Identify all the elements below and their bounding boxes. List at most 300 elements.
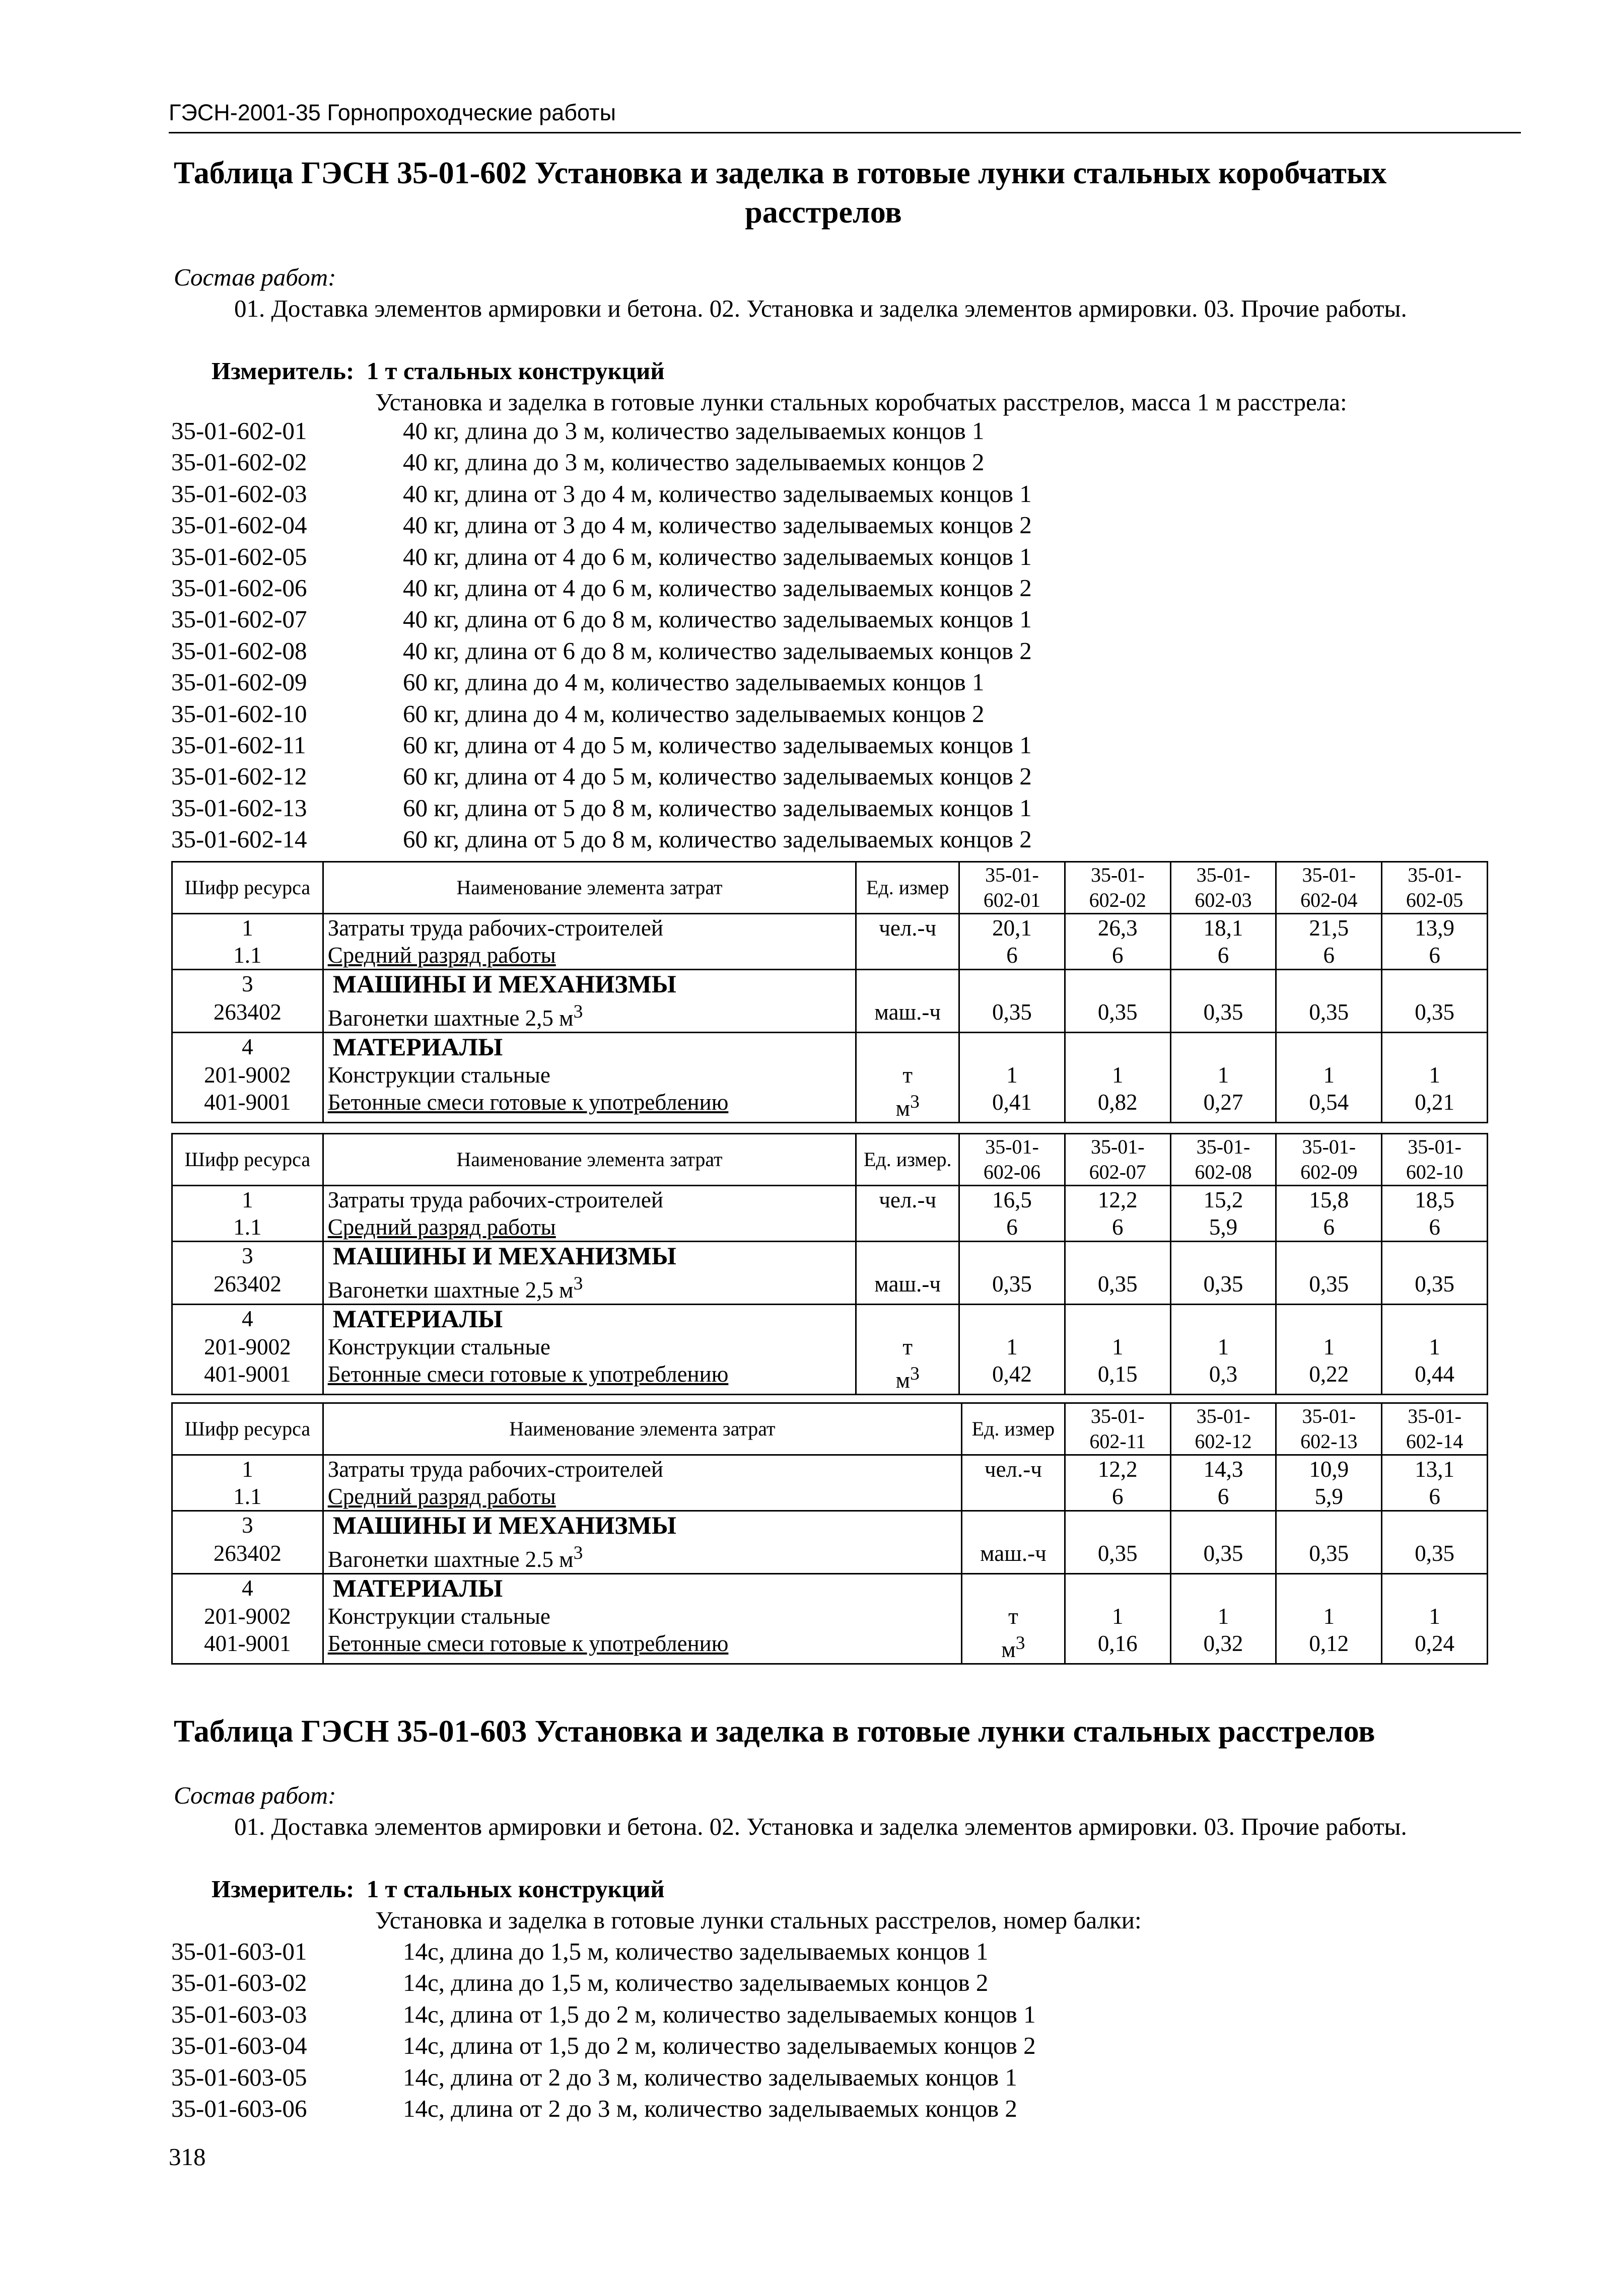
resource-name: Затраты труда рабочих-строителей — [323, 914, 856, 942]
table-row — [172, 970, 1488, 999]
empty-cell — [959, 1242, 1065, 1271]
table-row — [172, 1061, 1488, 1089]
table-row — [172, 1333, 1488, 1360]
value-cell: 6 — [1065, 1213, 1170, 1242]
empty-cell — [1065, 970, 1170, 999]
empty-cell — [1170, 1574, 1276, 1603]
value-cell: 12,2 — [1065, 1186, 1170, 1214]
unit-text: м — [895, 1368, 911, 1393]
resource-name — [323, 1540, 961, 1574]
value-cell: 21,5 — [1276, 914, 1382, 942]
empty-cell — [856, 1242, 959, 1271]
empty-cell — [1065, 1242, 1170, 1271]
table-603-title: Таблица ГЭСН 35-01-603 Установка и заделка в готовые лунки стальных расстрелов — [174, 1714, 1375, 1749]
empty-cell — [1382, 1574, 1488, 1603]
header-norm-code — [1382, 1403, 1488, 1455]
resource-unit: т — [962, 1603, 1065, 1630]
t603-sostav-label: Состав работ: — [174, 1781, 336, 1809]
resource-name — [323, 942, 856, 970]
empty-cell — [1382, 970, 1488, 999]
resource-unit: маш.-ч — [856, 1270, 959, 1305]
table-header-row — [172, 1134, 1488, 1186]
value-cell: 6 — [1170, 1483, 1276, 1511]
item-code: 35-01-602-08 — [171, 636, 307, 665]
resource-unit — [856, 1089, 959, 1123]
value-cell: 18,5 — [1382, 1186, 1488, 1214]
resource-code: 3 — [172, 970, 323, 999]
item-text: 60 кг, длина до 4 м, количество заделываемых концов 1 — [403, 668, 985, 696]
value-cell: 1 — [1170, 1061, 1276, 1089]
group-name — [323, 1033, 856, 1062]
value-cell: 6 — [1065, 1483, 1170, 1511]
resource-name-text: Вагонетки шахтные 2,5 м — [327, 1006, 574, 1031]
norm-code-line1: 35-01- — [1090, 1405, 1145, 1427]
value-cell: 6 — [1276, 1213, 1382, 1242]
header-norm-code — [1065, 862, 1170, 914]
empty-cell — [959, 1033, 1065, 1062]
item-code: 35-01-602-06 — [171, 573, 307, 602]
list-item — [171, 730, 1032, 761]
resource-code: 1 — [172, 1186, 323, 1214]
item-text: 60 кг, длина от 5 до 8 м, количество заделываемых концов 2 — [403, 825, 1032, 853]
empty-cell — [1382, 1511, 1488, 1540]
value-cell: 0,35 — [1382, 998, 1488, 1033]
table-row — [172, 1242, 1488, 1271]
item-text: 14с, длина до 1,5 м, количество заделываемых концов 2 — [403, 1969, 989, 1997]
superscript: 3 — [910, 1364, 920, 1384]
superscript: 3 — [573, 1273, 583, 1294]
t603-item-list — [171, 1936, 1036, 2124]
resource-code: 1.1 — [172, 1483, 323, 1511]
empty-cell — [856, 970, 959, 999]
empty-cell — [1276, 1033, 1382, 1062]
value-cell: 0,35 — [1065, 1270, 1170, 1305]
item-code: 35-01-602-07 — [171, 605, 307, 633]
resource-code: 201-9002 — [172, 1333, 323, 1360]
empty-cell — [962, 1511, 1065, 1540]
list-item — [171, 824, 1032, 855]
empty-cell — [1065, 1033, 1170, 1062]
header-norm-code — [1382, 862, 1488, 914]
resource-code: 263402 — [172, 998, 323, 1033]
resource-code: 1 — [172, 914, 323, 942]
empty-cell — [856, 1213, 959, 1242]
resource-name-text: Бетонные смеси готовые к употреблению — [327, 1631, 729, 1656]
table-row — [172, 1511, 1488, 1540]
resource-name-text: Вагонетки шахтные 2,5 м — [327, 1277, 574, 1303]
value-cell: 0,35 — [1065, 998, 1170, 1033]
item-code: 35-01-602-03 — [171, 479, 307, 508]
item-code: 35-01-602-05 — [171, 542, 307, 570]
resource-table — [171, 861, 1488, 1123]
value-cell: 0,35 — [959, 998, 1065, 1033]
header-norm-code — [1170, 1134, 1276, 1186]
t603-measure-label: Измеритель: — [212, 1875, 355, 1903]
item-text: 60 кг, длина от 4 до 5 м, количество заделываемых концов 1 — [403, 731, 1032, 759]
empty-cell — [1276, 970, 1382, 999]
superscript: 3 — [910, 1092, 920, 1112]
resource-name: Конструкции стальные — [323, 1061, 856, 1089]
resource-unit: т — [856, 1061, 959, 1089]
item-code: 35-01-602-14 — [171, 825, 307, 853]
t602-works — [174, 293, 1476, 324]
value-cell: 6 — [1276, 942, 1382, 970]
value-cell: 1 — [1170, 1603, 1276, 1630]
value-cell: 0,35 — [1382, 1270, 1488, 1305]
norm-code-line1: 35-01- — [1302, 1135, 1356, 1158]
group-name — [323, 1305, 856, 1334]
list-item — [171, 2030, 1036, 2061]
empty-cell — [1276, 1511, 1382, 1540]
table-row — [172, 942, 1488, 970]
value-cell: 0,35 — [959, 1270, 1065, 1305]
resource-name-text: Бетонные смеси готовые к употреблению — [327, 1090, 729, 1115]
list-item — [171, 1999, 1036, 2030]
item-text: 40 кг, длина от 4 до 6 м, количество заделываемых концов 1 — [403, 542, 1032, 570]
norm-code-line1: 35-01- — [1196, 864, 1250, 886]
empty-cell — [1170, 1511, 1276, 1540]
table-row — [172, 1089, 1488, 1123]
value-cell: 26,3 — [1065, 914, 1170, 942]
header-code: Шифр ресурса — [172, 862, 323, 914]
item-text: 40 кг, длина от 6 до 8 м, количество заделываемых концов 2 — [403, 636, 1032, 665]
empty-cell — [1170, 970, 1276, 999]
empty-cell — [1382, 1033, 1488, 1062]
item-text: 14с, длина от 2 до 3 м, количество заделываемых концов 2 — [403, 2094, 1017, 2122]
resource-name — [323, 1089, 856, 1123]
t603-measure-value: 1 т стальных конструкций — [366, 1875, 665, 1903]
list-item — [171, 1936, 1036, 1967]
table-row — [172, 998, 1488, 1033]
unit-text: м — [895, 1096, 911, 1121]
header-norm-code — [1276, 862, 1382, 914]
value-cell: 6 — [959, 942, 1065, 970]
value-cell: 13,9 — [1382, 914, 1488, 942]
resource-name — [323, 998, 856, 1033]
header-unit: Ед. измер. — [856, 1134, 959, 1186]
header-norm-code — [1065, 1134, 1170, 1186]
resource-unit: чел.-ч — [962, 1455, 1065, 1483]
item-code: 35-01-602-01 — [171, 417, 307, 445]
value-cell: 0,32 — [1170, 1630, 1276, 1664]
table-602-title-line2: расстрелов — [745, 195, 902, 230]
table-row — [172, 1186, 1488, 1214]
group-name — [323, 1511, 961, 1540]
page-number: 318 — [169, 2143, 206, 2171]
value-cell: 1 — [1276, 1603, 1382, 1630]
table-row — [172, 1213, 1488, 1242]
resource-name-text: Средний разряд работы — [327, 1484, 556, 1509]
unit-text: м — [1001, 1637, 1016, 1662]
resource-name-text: Средний разряд работы — [327, 943, 556, 968]
value-cell: 10,9 — [1276, 1455, 1382, 1483]
resource-name: Затраты труда рабочих-строителей — [323, 1455, 961, 1483]
resource-table — [171, 1133, 1488, 1395]
item-code: 35-01-602-11 — [171, 731, 306, 759]
empty-cell — [959, 1305, 1065, 1334]
list-item — [171, 415, 1032, 447]
item-code: 35-01-602-13 — [171, 794, 307, 822]
t602-measure-label: Измеритель: — [212, 357, 355, 385]
value-cell: 0,54 — [1276, 1089, 1382, 1123]
norm-code-line2: 602-08 — [1195, 1161, 1252, 1183]
item-text: 40 кг, длина от 3 до 4 м, количество заделываемых концов 2 — [403, 511, 1032, 539]
resource-code: 1.1 — [172, 942, 323, 970]
item-code: 35-01-602-04 — [171, 511, 307, 539]
empty-cell — [962, 1574, 1065, 1603]
table-header-row — [172, 1403, 1488, 1455]
t602-item-list — [171, 415, 1032, 855]
empty-cell — [959, 970, 1065, 999]
value-cell: 5,9 — [1170, 1213, 1276, 1242]
item-code: 35-01-602-02 — [171, 448, 307, 476]
table-row — [172, 1360, 1488, 1395]
header-code: Шифр ресурса — [172, 1403, 323, 1455]
item-text: 40 кг, длина от 6 до 8 м, количество заделываемых концов 1 — [403, 605, 1032, 633]
item-text: 14с, длина от 1,5 до 2 м, количество заделываемых концов 1 — [403, 2000, 1036, 2028]
superscript: 3 — [1015, 1633, 1025, 1654]
resource-unit: чел.-ч — [856, 1186, 959, 1214]
item-code: 35-01-602-09 — [171, 668, 307, 696]
list-item — [171, 541, 1032, 572]
resource-code: 4 — [172, 1305, 323, 1334]
table-row — [172, 1305, 1488, 1334]
item-text: 14с, длина до 1,5 м, количество заделываемых концов 1 — [403, 1938, 989, 1965]
header-unit: Ед. измер — [962, 1403, 1065, 1455]
empty-cell — [1170, 1033, 1276, 1062]
table-row — [172, 914, 1488, 942]
running-header: ГЭСН-2001-35 Горнопроходческие работы — [169, 100, 616, 125]
value-cell: 0,35 — [1170, 1540, 1276, 1574]
item-text: 40 кг, длина от 4 до 6 м, количество заделываемых концов 2 — [403, 573, 1032, 602]
norm-code-line1: 35-01- — [1302, 1405, 1356, 1427]
table-row — [172, 1455, 1488, 1483]
t602-sostav-label: Состав работ: — [174, 263, 336, 291]
empty-cell — [1065, 1511, 1170, 1540]
value-cell: 1 — [1382, 1603, 1488, 1630]
value-cell: 1 — [1065, 1603, 1170, 1630]
group-name-text: МАШИНЫ И МЕХАНИЗМЫ — [332, 1511, 676, 1539]
header-norm-code — [959, 862, 1065, 914]
value-cell: 0,35 — [1276, 1270, 1382, 1305]
item-code: 35-01-602-12 — [171, 762, 307, 791]
item-code: 35-01-603-05 — [171, 2063, 307, 2091]
item-code: 35-01-603-03 — [171, 2000, 307, 2028]
value-cell: 18,1 — [1170, 914, 1276, 942]
value-cell: 6 — [1170, 942, 1276, 970]
item-text: 40 кг, длина от 3 до 4 м, количество заделываемых концов 1 — [403, 479, 1032, 508]
norm-code-line1: 35-01- — [1196, 1135, 1250, 1158]
resource-name-text: Средний разряд работы — [327, 1214, 556, 1240]
resource-name — [323, 1483, 961, 1511]
header-name: Наименование элемента затрат — [323, 1403, 961, 1455]
resource-name — [323, 1270, 856, 1305]
resource-code: 401-9001 — [172, 1630, 323, 1664]
value-cell: 1 — [1276, 1061, 1382, 1089]
item-text: 60 кг, длина от 4 до 5 м, количество заделываемых концов 2 — [403, 762, 1032, 791]
empty-cell — [1065, 1574, 1170, 1603]
norm-code-line2: 602-05 — [1406, 889, 1463, 911]
value-cell: 0,35 — [1276, 1540, 1382, 1574]
t603-measure — [212, 1875, 665, 1903]
group-name — [323, 1242, 856, 1271]
norm-code-line2: 602-02 — [1089, 889, 1146, 911]
value-cell: 0,22 — [1276, 1360, 1382, 1395]
empty-cell — [962, 1483, 1065, 1511]
norm-code-line2: 602-10 — [1406, 1161, 1463, 1183]
empty-cell — [1382, 1305, 1488, 1334]
resource-unit: т — [856, 1333, 959, 1360]
list-item — [171, 635, 1032, 667]
value-cell: 6 — [1065, 942, 1170, 970]
norm-code-line1: 35-01- — [1090, 864, 1145, 886]
t602-works-text: 01. Доставка элементов армировки и бетона. 02. Установка и заделка элементов армировки. 03. Прочие работы. — [234, 295, 1407, 322]
table-header-row — [172, 862, 1488, 914]
t603-works-text: 01. Доставка элементов армировки и бетона. 02. Установка и заделка элементов армировки. 03. Прочие работы. — [234, 1813, 1407, 1840]
value-cell: 0,35 — [1170, 998, 1276, 1033]
list-item — [171, 761, 1032, 792]
value-cell: 0,35 — [1065, 1540, 1170, 1574]
value-cell: 5,9 — [1276, 1483, 1382, 1511]
t602-measure — [212, 356, 665, 385]
value-cell: 1 — [1276, 1333, 1382, 1360]
norm-code-line2: 602-06 — [983, 1161, 1041, 1183]
norm-code-line2: 602-12 — [1195, 1430, 1252, 1453]
resource-code: 4 — [172, 1574, 323, 1603]
header-code: Шифр ресурса — [172, 1134, 323, 1186]
t602-measure-value: 1 т стальных конструкций — [366, 357, 665, 385]
empty-cell — [1276, 1305, 1382, 1334]
resource-unit: маш.-ч — [962, 1540, 1065, 1574]
empty-cell — [1276, 1242, 1382, 1271]
value-cell: 0,24 — [1382, 1630, 1488, 1664]
value-cell: 1 — [959, 1061, 1065, 1089]
group-name-text: МАТЕРИАЛЫ — [332, 1305, 503, 1333]
header-name: Наименование элемента затрат — [323, 862, 856, 914]
group-name-text: МАТЕРИАЛЫ — [332, 1574, 503, 1602]
t603-works — [174, 1811, 1476, 1842]
resource-name: Затраты труда рабочих-строителей — [323, 1186, 856, 1214]
resource-unit: чел.-ч — [856, 914, 959, 942]
norm-code-line1: 35-01- — [1408, 1405, 1461, 1427]
item-text: 14с, длина от 1,5 до 2 м, количество заделываемых концов 2 — [403, 2032, 1036, 2060]
value-cell: 0,12 — [1276, 1630, 1382, 1664]
list-item — [171, 478, 1032, 510]
table-row — [172, 1033, 1488, 1062]
resource-code: 401-9001 — [172, 1360, 323, 1395]
resource-name: Конструкции стальные — [323, 1333, 856, 1360]
empty-cell — [1382, 1242, 1488, 1271]
norm-code-line1: 35-01- — [1090, 1135, 1145, 1158]
value-cell: 6 — [1382, 942, 1488, 970]
group-name-text: МАШИНЫ И МЕХАНИЗМЫ — [332, 970, 676, 998]
item-code: 35-01-603-01 — [171, 1938, 307, 1965]
item-text: 40 кг, длина до 3 м, количество заделываемых концов 1 — [403, 417, 985, 445]
header-norm-code — [1065, 1403, 1170, 1455]
item-text: 14с, длина от 2 до 3 м, количество заделываемых концов 1 — [403, 2063, 1017, 2091]
value-cell: 0,15 — [1065, 1360, 1170, 1395]
norm-code-line2: 602-07 — [1089, 1161, 1146, 1183]
value-cell: 0,35 — [1170, 1270, 1276, 1305]
norm-code-line2: 602-14 — [1406, 1430, 1463, 1453]
group-name — [323, 1574, 961, 1603]
value-cell: 0,35 — [1276, 998, 1382, 1033]
table-row — [172, 1483, 1488, 1511]
resource-unit — [962, 1630, 1065, 1664]
header-norm-code — [1382, 1134, 1488, 1186]
resource-code: 1.1 — [172, 1213, 323, 1242]
table-row — [172, 1574, 1488, 1603]
norm-code-line2: 602-13 — [1300, 1430, 1358, 1453]
resource-name — [323, 1213, 856, 1242]
value-cell: 1 — [1382, 1061, 1488, 1089]
value-cell: 0,16 — [1065, 1630, 1170, 1664]
norm-code-line1: 35-01- — [1302, 864, 1356, 886]
header-norm-code — [1170, 862, 1276, 914]
empty-cell — [856, 1033, 959, 1062]
item-code: 35-01-603-06 — [171, 2094, 307, 2122]
resource-code: 401-9001 — [172, 1089, 323, 1123]
group-name — [323, 970, 856, 999]
resource-name — [323, 1360, 856, 1395]
group-name-text: МАТЕРИАЛЫ — [332, 1033, 503, 1061]
value-cell: 16,5 — [959, 1186, 1065, 1214]
list-item — [171, 793, 1032, 824]
resource-code: 3 — [172, 1242, 323, 1271]
header-unit: Ед. измер — [856, 862, 959, 914]
value-cell: 1 — [1065, 1061, 1170, 1089]
value-cell: 0,42 — [959, 1360, 1065, 1395]
empty-cell — [1170, 1242, 1276, 1271]
header-name: Наименование элемента затрат — [323, 1134, 856, 1186]
empty-cell — [856, 942, 959, 970]
list-item — [171, 447, 1032, 478]
superscript: 3 — [573, 1001, 583, 1022]
item-text: 60 кг, длина от 5 до 8 м, количество заделываемых концов 1 — [403, 794, 1032, 822]
norm-code-line2: 602-04 — [1300, 889, 1358, 911]
resource-code: 263402 — [172, 1540, 323, 1574]
value-cell: 1 — [959, 1333, 1065, 1360]
value-cell: 1 — [1170, 1333, 1276, 1360]
list-item — [171, 1967, 1036, 1998]
norm-code-line1: 35-01- — [1408, 1135, 1461, 1158]
value-cell: 6 — [959, 1213, 1065, 1242]
value-cell: 14,3 — [1170, 1455, 1276, 1483]
value-cell: 6 — [1382, 1483, 1488, 1511]
empty-cell — [1170, 1305, 1276, 1334]
empty-cell — [1065, 1305, 1170, 1334]
resource-unit — [856, 1360, 959, 1395]
value-cell: 0,41 — [959, 1089, 1065, 1123]
norm-code-line1: 35-01- — [1408, 864, 1461, 886]
empty-cell — [1276, 1574, 1382, 1603]
value-cell: 0,3 — [1170, 1360, 1276, 1395]
table-602-title-line1: Таблица ГЭСН 35-01-602 Установка и заделка в готовые лунки стальных коробчатых — [174, 156, 1387, 190]
value-cell: 0,35 — [1382, 1540, 1488, 1574]
value-cell: 6 — [1382, 1213, 1488, 1242]
table-row — [172, 1540, 1488, 1574]
resource-name-text: Вагонетки шахтные 2.5 м — [327, 1547, 574, 1572]
resource-code: 201-9002 — [172, 1061, 323, 1089]
table-row — [172, 1603, 1488, 1630]
norm-code-line2: 602-01 — [983, 889, 1041, 911]
resource-table — [171, 1402, 1488, 1665]
header-norm-code — [1276, 1134, 1382, 1186]
list-item — [171, 698, 1032, 730]
list-item — [171, 2062, 1036, 2093]
value-cell: 20,1 — [959, 914, 1065, 942]
t603-lead: Установка и заделка в готовые лунки стальных расстрелов, номер балки: — [375, 1906, 1142, 1934]
